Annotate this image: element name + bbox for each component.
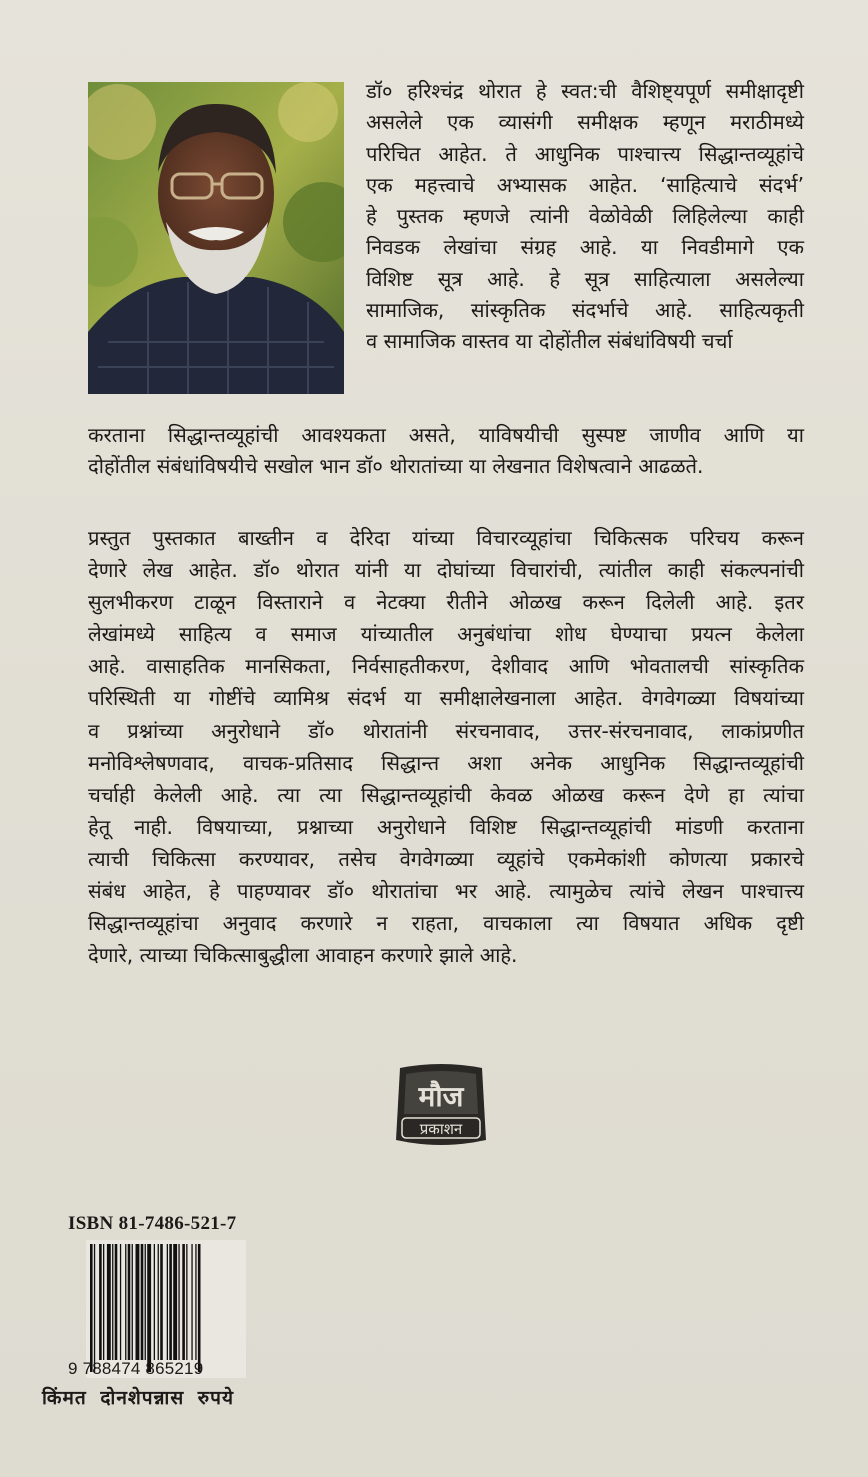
summary-text-line: देणारे, त्याच्या चिकित्साबुद्धीला आवाहन करणारे झाले आहे. [88, 943, 518, 968]
barcode-bar [145, 1244, 146, 1360]
barcode-bar [158, 1244, 159, 1360]
barcode-bar [132, 1244, 133, 1360]
bio-text-line: करताना सिद्धान्तव्यूहांची आवश्यकता असते, याविषयीची सुस्पष्ट जाणीव आणि या [88, 423, 804, 447]
barcode-digits: 9 788474 865219 [68, 1359, 204, 1378]
summary-text-line: व प्रश्नांच्या अनुरोधाने डॉ० थोरातांनी संरचनावाद, उत्तर-संरचनावाद, लाकांप्रणीत [88, 718, 804, 743]
barcode-bar [167, 1244, 168, 1360]
summary-text-line: मनोविश्लेषणवाद, वाचक-प्रतिसाद सिद्धान्त अशा अनेक आधुनिक सिद्धान्तव्यूहांची [88, 750, 804, 775]
barcode-bar [90, 1244, 93, 1372]
summary-text-line: देणारे लेख आहेत. डॉ० थोरात यांनी या दोघांच्या विचारांची, त्यांतील काही संकल्पनांची [88, 558, 804, 583]
barcode-bar [198, 1244, 201, 1372]
barcode-bar [173, 1244, 177, 1360]
author-bio-paragraph [366, 76, 804, 358]
bio-text-line: निवडक लेखांचा संग्रह आहे. या निवडीमागे एक [366, 235, 804, 260]
publisher-logo-bottom-text: प्रकाशन [419, 1120, 463, 1138]
barcode-bar [107, 1244, 111, 1360]
barcode-bar [154, 1244, 155, 1360]
price-label: किंमत दोनशेपन्नास रुपये [42, 1387, 234, 1409]
summary-text-line: लेखांमध्ये साहित्य व समाज यांच्यातील अनुबंधांचा शोध घेण्याचा प्रयत्न केलेला [88, 622, 804, 647]
bio-text-line: असलेले एक व्यासंगी समीक्षक म्हणून मराठीमध्ये [366, 110, 804, 135]
summary-text-line: परिस्थिती या गोष्टींचे व्यामिश्र संदर्भ या समीक्षालेखनाला आहेत. वेगवेगळ्या विषयांच्या [88, 686, 804, 711]
barcode-bar [103, 1244, 104, 1360]
barcode-bar [141, 1244, 144, 1360]
publisher-logo [392, 1062, 490, 1148]
barcode-bar [186, 1244, 187, 1360]
summary-text-line: चर्चाही केलेली आहे. त्या त्या सिद्धान्तव्यूहांची केवळ ओळख करून देणे हा त्यांचा [88, 782, 804, 807]
publisher-logo-top-text: मौज [418, 1080, 464, 1113]
author-photo [88, 82, 344, 394]
author-bio-continued [88, 420, 804, 483]
barcode-bar [191, 1244, 192, 1360]
bio-text-line: दोहोंतील संबंधांविषयीचे सखोल भान डॉ० थोरातांच्या या लेखनात विशेषत्वाने आढळते. [88, 454, 704, 479]
barcode-bar [182, 1244, 185, 1360]
barcode-bar [112, 1244, 113, 1360]
summary-text-line: प्रस्तुत पुस्तकात बाख्तीन व देरिदा यांच्या विचारव्यूहांचा चिकित्सक परिचय करून [88, 526, 804, 550]
summary-text-line: त्याची चिकित्सा करण्यावर, तसेच वेगवेगळ्या व्यूहांचे एकमेकांशी कोणत्या प्रकारचे [88, 846, 804, 871]
summary-text-line: आहे. वासाहतिक मानसिकता, निर्वसाहतीकरण, देशीवाद आणि भोवतालची सांस्कृतिक [88, 654, 804, 679]
bio-text-line: विशिष्ट सूत्र आहे. हे सूत्र साहित्याला असलेल्या [366, 266, 804, 291]
summary-text-line: सिद्धान्तव्यूहांचा अनुवाद करणारे न राहता, वाचकाला त्या विषयात अधिक दृष्टी [88, 911, 804, 936]
summary-text-line: हेतू नाही. विषयाच्या, प्रश्नाच्या अनुरोधाने विशिष्ट सिद्धान्तव्यूहांची मांडणी करताना [88, 814, 804, 839]
barcode-bar [99, 1244, 102, 1360]
bio-text-line: व सामाजिक वास्तव या दोहोंतील संबंधांविषयी चर्चा [366, 329, 733, 354]
barcode-bar [115, 1244, 118, 1360]
summary-text-line: संबंध आहेत, हे पाहण्यावर डॉ० थोरातांचा भर आहे. त्यामुळेच त्यांचे लेखन पाश्चात्त्य [88, 879, 804, 904]
isbn-label: ISBN 81-7486-521-7 [68, 1213, 237, 1234]
barcode-bar [178, 1244, 179, 1360]
barcode-bar [195, 1244, 196, 1360]
book-summary-paragraph [88, 522, 804, 971]
barcode-bar [147, 1244, 151, 1372]
isbn-barcode [86, 1240, 246, 1378]
summary-text-line: सुलभीकरण टाळून विस्ताराने व नेटक्या रीतीने ओळख करून दिलेली आहे. इतर [88, 590, 804, 615]
bio-text-line: एक महत्त्वाचे अभ्यासक आहेत. ‘साहित्याचे संदर्भ’ [366, 172, 804, 197]
barcode-bar [120, 1244, 121, 1360]
barcode-bar [94, 1244, 95, 1372]
bio-text-line: डॉ० हरिश्चंद्र थोरात हे स्वत:ची वैशिष्ट्यपूर्ण समीक्षादृष्टी [366, 79, 804, 103]
bio-text-line: परिचित आहेत. ते आधुनिक पाश्चात्त्य सिद्धान्तव्यूहांचे [366, 141, 804, 166]
barcode-bar [160, 1244, 163, 1360]
bio-text-line: हे पुस्तक म्हणजे त्यांनी वेळोवेळी लिहिलेल्या काही [366, 204, 804, 229]
bio-text-line: सामाजिक, सांस्कृतिक संदर्भाचे आहे. साहित्यकृती [366, 298, 804, 323]
barcode-bar [125, 1244, 126, 1360]
barcode-bar [169, 1244, 172, 1360]
barcode-bar [128, 1244, 131, 1360]
barcode-bar [136, 1244, 140, 1360]
